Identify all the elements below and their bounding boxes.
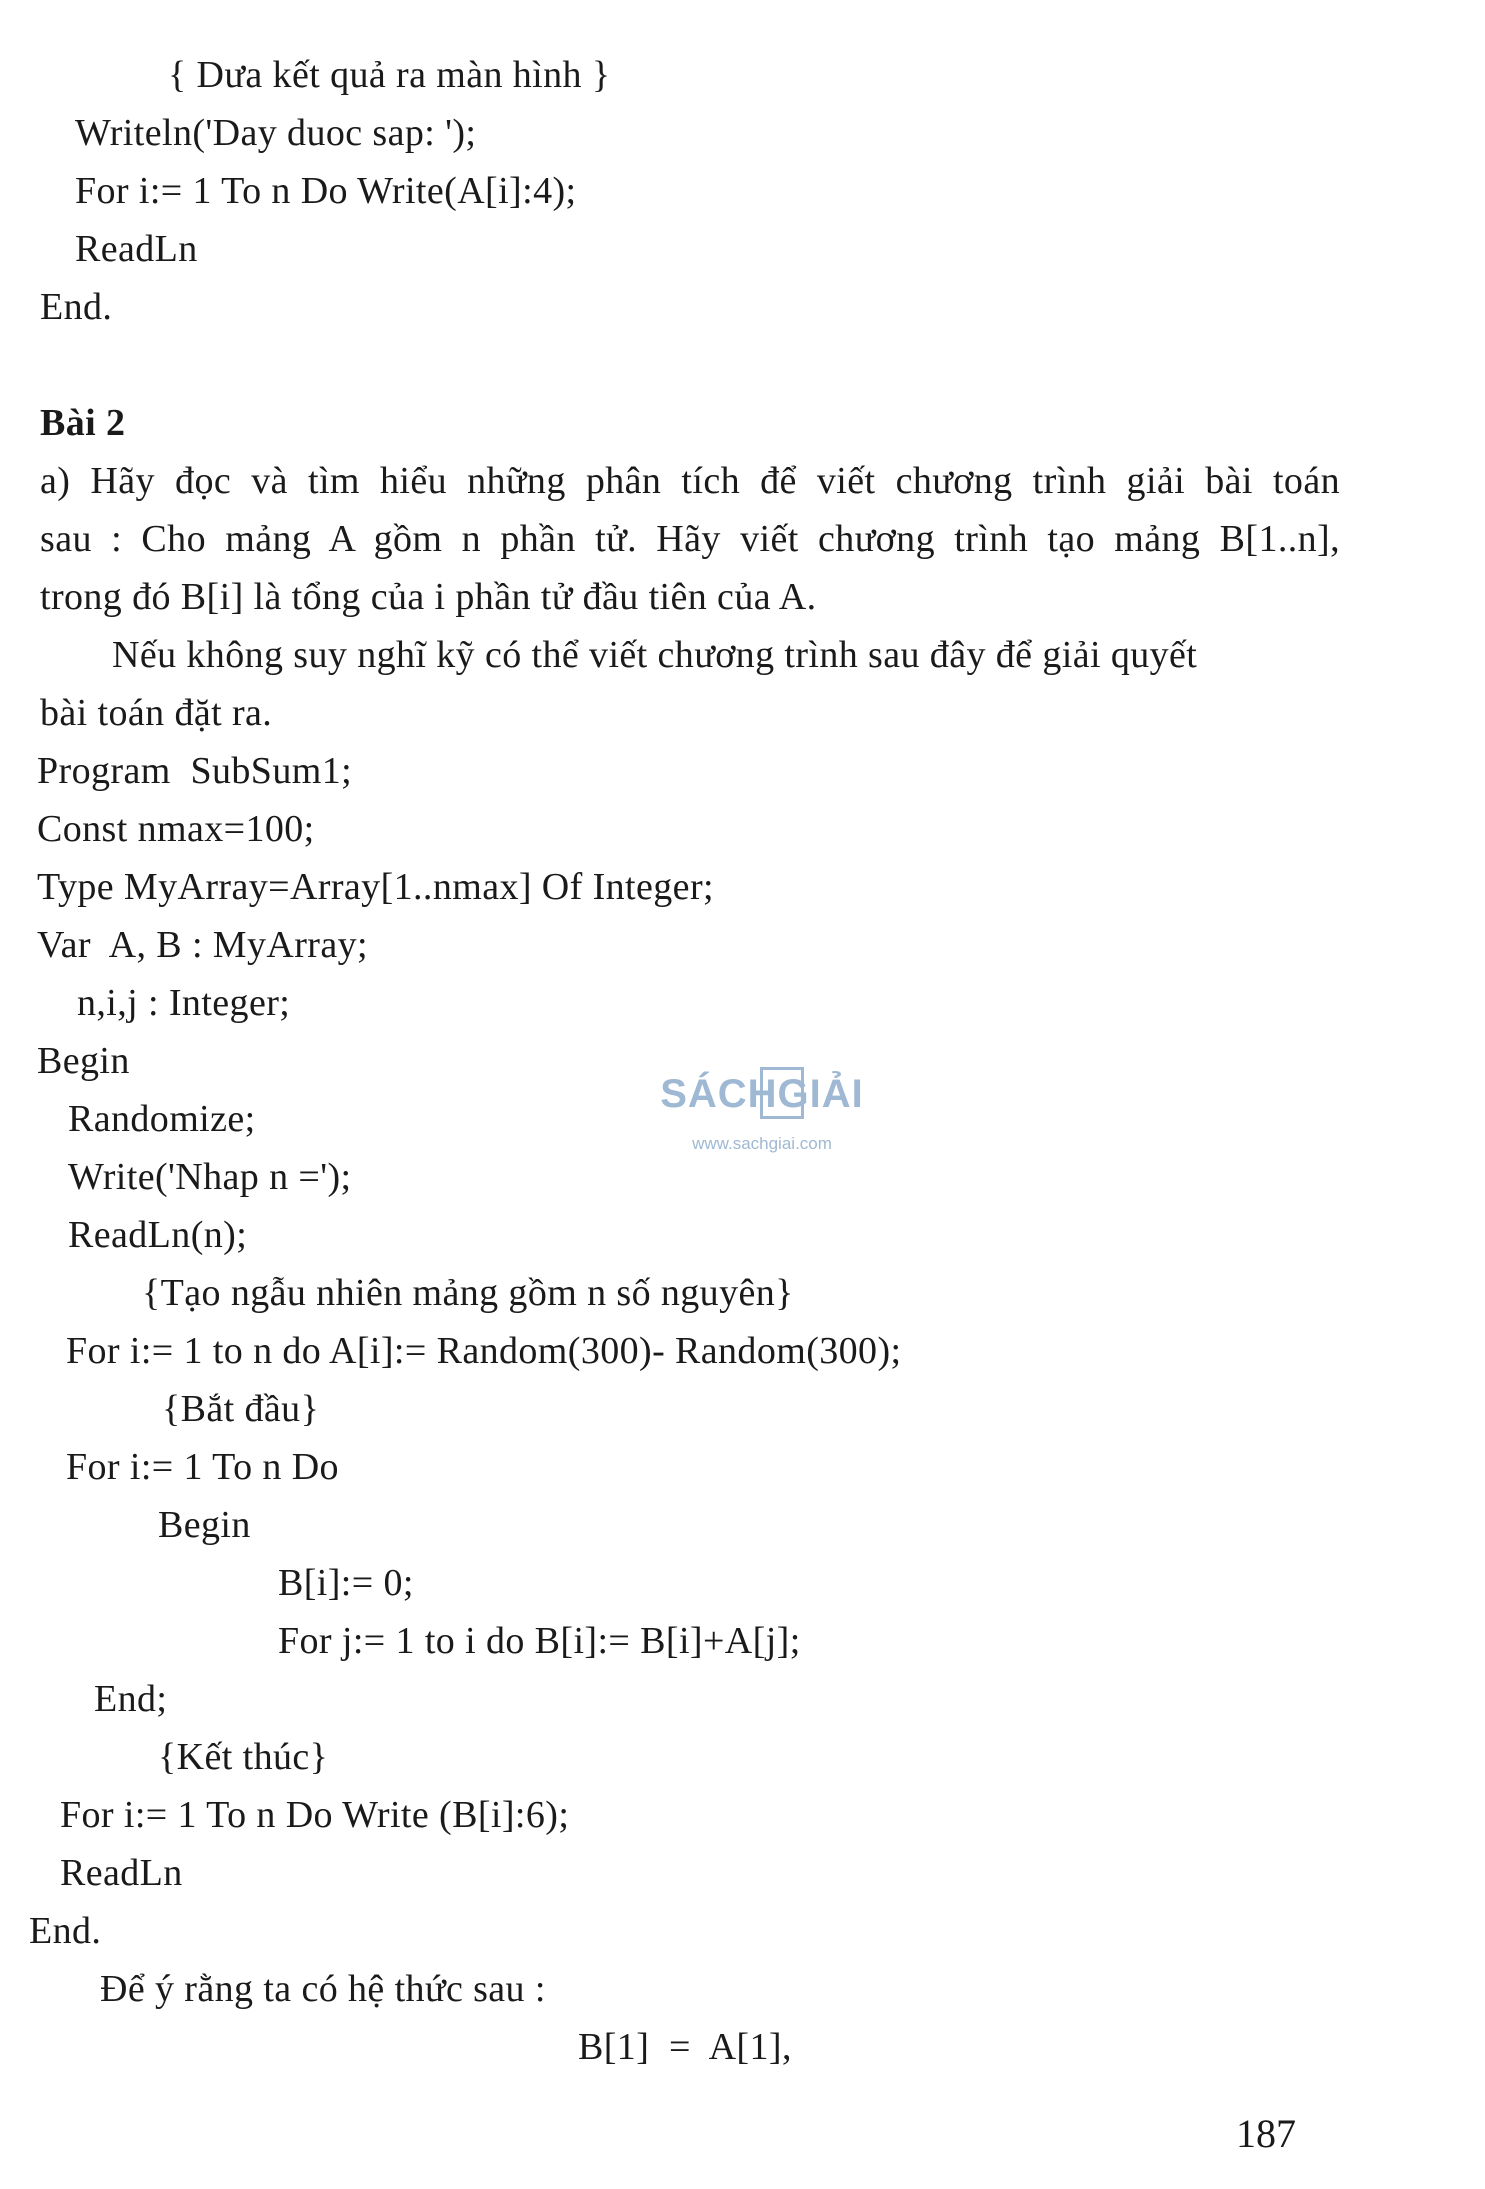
page-number: 187 [1236,2111,1296,2156]
code-var: Var A, B : MyArray; [37,924,368,966]
intro-line-1: a) Hãy đọc và tìm hiểu những phân tích để viết chương trình giải bài toán [40,460,1340,502]
code-comment-finish: {Kết thúc} [158,1736,329,1778]
note-text: Để ý rằng ta có hệ thức sau : [100,1968,546,2010]
code-line-writeln: Writeln('Day duoc sap: '); [75,112,477,154]
code-assign-zero: B[i]:= 0; [278,1562,414,1604]
code-type: Type MyArray=Array[1..nmax] Of Integer; [37,866,714,908]
code-comment-output: { Dưa kết quả ra màn hình } [168,54,611,96]
code-line-end: End. [40,286,113,328]
code-for-random: For i:= 1 to n do A[i]:= Random(300)- Random(300); [66,1330,902,1372]
exercise-title: Bài 2 [40,402,126,444]
code-program-header: Program SubSum1; [37,750,353,792]
code-for-outer: For i:= 1 To n Do [66,1446,339,1488]
code-randomize: Randomize; [68,1098,256,1140]
intro-line-3: trong đó B[i] là tổng của i phần tử đầu tiên của A. [40,576,817,618]
watermark-url: www.sachgiai.com [692,1134,832,1153]
lead-line-1: Nếu không suy nghĩ kỹ có thể viết chương trình sau đây để giải quyết [112,634,1198,676]
code-readln-n: ReadLn(n); [68,1214,248,1256]
code-line-readln: ReadLn [75,228,198,270]
code-comment-random: {Tạo ngẫu nhiên mảng gồm n số nguyên} [142,1272,794,1314]
code-line-for-write: For i:= 1 To n Do Write(A[i]:4); [75,170,577,212]
code-end-program: End. [29,1910,102,1952]
code-const: Const nmax=100; [37,808,315,850]
intro-line-2: sau : Cho mảng A gồm n phần tử. Hãy viết chương trình tạo mảng B[1..n], [40,518,1340,560]
code-for-write-b: For i:= 1 To n Do Write (B[i]:6); [60,1794,570,1836]
code-write-prompt: Write('Nhap n ='); [68,1156,352,1198]
code-begin: Begin [37,1040,130,1082]
code-for-inner: For j:= 1 to i do B[i]:= B[i]+A[j]; [278,1620,801,1662]
code-inner-begin: Begin [158,1504,251,1546]
formula: B[1] = A[1], [578,2026,792,2068]
code-comment-start: {Bắt đầu} [162,1388,320,1430]
code-readln-final: ReadLn [60,1852,183,1894]
watermark-brand: SÁCHGIẢI [660,1072,864,1116]
lead-line-2: bài toán đặt ra. [40,692,273,734]
code-var-ints: n,i,j : Integer; [77,982,291,1024]
code-inner-end: End; [94,1678,168,1720]
watermark-logo [652,1062,872,1162]
